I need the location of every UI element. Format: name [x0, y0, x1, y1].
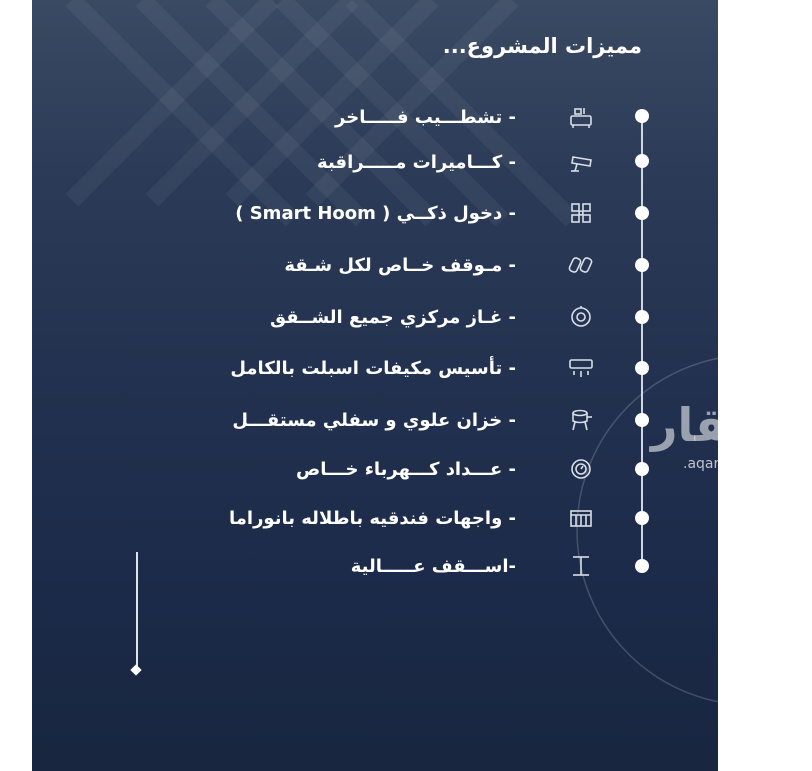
smart-home-icon: [568, 201, 594, 225]
feature-finishing: - تشطـــيب فـــــاخر: [335, 107, 516, 128]
watermark-url: .aqar.fm: [683, 456, 741, 472]
feature-cameras: - كـــاميرات مـــــراقبة: [317, 152, 516, 173]
finishing-icon: [568, 105, 594, 129]
watermark-logo: عقار: [651, 398, 760, 452]
timeline-dot: [635, 258, 649, 272]
feature-parking: - مـوقف خــاص لكل شـقة: [284, 255, 516, 276]
timeline-dot: [635, 511, 649, 525]
timeline-dot: [635, 413, 649, 427]
gas-icon: [568, 305, 594, 329]
timeline-dot: [635, 154, 649, 168]
timeline-dot: [635, 559, 649, 573]
camera-icon: [568, 150, 594, 174]
page-title: مميزات المشروع...: [442, 34, 642, 58]
feature-central-gas: - غـاز مركزي جميع الشــقق: [269, 307, 516, 328]
ceiling-height-icon: [568, 554, 594, 578]
feature-split-ac: - تأسيس مكيفات اسبلت بالكامل: [230, 358, 516, 379]
decorative-diamond: [130, 664, 141, 675]
facade-icon: [568, 506, 594, 530]
timeline-dot: [635, 462, 649, 476]
decorative-line: [136, 552, 138, 668]
water-tank-icon: [568, 408, 594, 432]
parking-icon: [568, 253, 594, 277]
feature-smart-entry: - دخول ذكــي ( Smart Hoom ): [235, 203, 516, 224]
electric-meter-icon: [568, 457, 594, 481]
feature-high-ceilings: -اســـقف عـــــالية: [350, 556, 516, 577]
feature-water-tanks: - خزان علوي و سفلي مستقـــل: [232, 410, 516, 431]
feature-hotel-facades: - واجهات فندقيه باطلاله بانوراما: [229, 508, 516, 529]
timeline-dot: [635, 206, 649, 220]
timeline-line: [641, 116, 643, 566]
poster: [32, 0, 760, 771]
feature-electric-meter: - عـــداد كـــهرباء خـــاص: [296, 459, 516, 480]
air-conditioner-icon: [568, 356, 594, 380]
timeline-dot: [635, 361, 649, 375]
timeline-dot: [635, 310, 649, 324]
timeline-dot: [635, 109, 649, 123]
